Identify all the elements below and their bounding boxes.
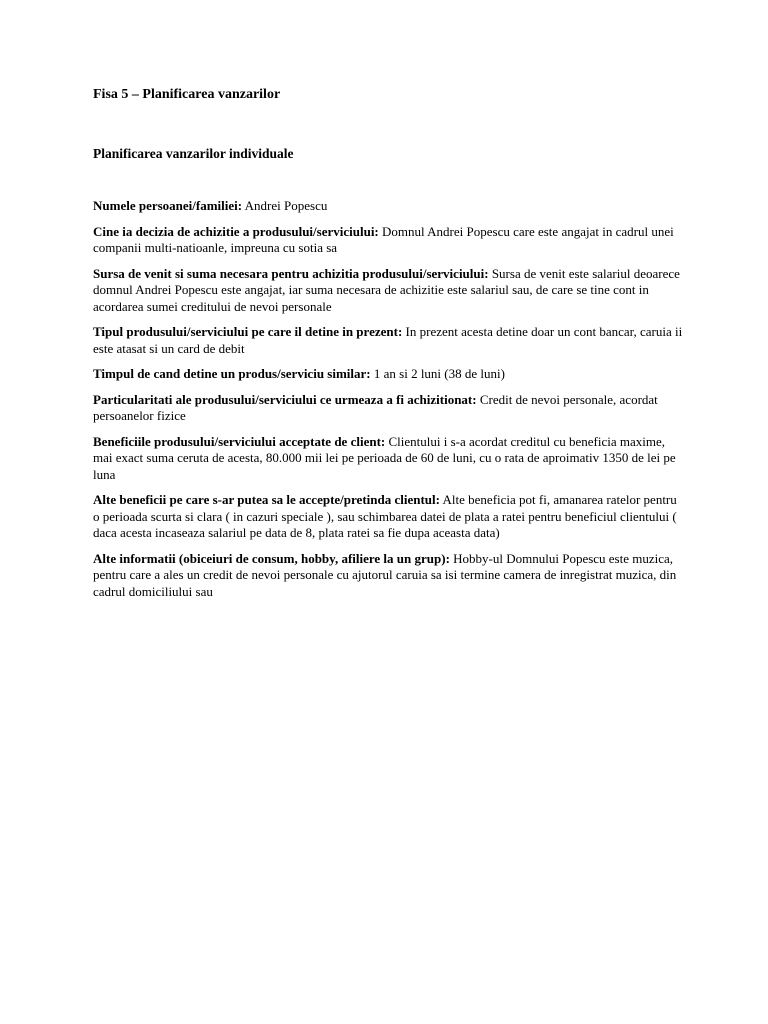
- field-current-product: [93, 324, 683, 357]
- field-value: Clientului i s-a acordat creditul cu beneficia maxime, mai exact suma ceruta de acesta, 80.000 mii lei pe perioada de 60 de luni, cu o rata de aproimativ 1350 de lei pe luna: [93, 433, 676, 482]
- field-other-benefits: [93, 492, 683, 542]
- field-label: Numele persoanei/familiei:: [93, 198, 243, 213]
- field-value: Hobby-ul Domnului Popescu este muzica, pentru care a ales un credit de nevoi personale cu ajutorul caruia sa isi termine camera de inregistrat muzica, din cadrul domiciliului sau: [93, 550, 677, 599]
- field-label: Sursa de venit si suma necesara pentru achizitia produsului/serviciului:: [93, 265, 489, 281]
- field-value: Domnul Andrei Popescu care este angajat in cadrul unei companii multi-natioanle, impreuna cu sotia sa: [93, 223, 674, 255]
- field-label: Beneficiile produsului/serviciului acceptate de client:: [93, 433, 386, 449]
- field-value: 1 an si 2 luni (38 de luni): [373, 366, 505, 381]
- field-label: Timpul de cand detine un produs/serviciu similar:: [93, 366, 371, 381]
- document-page: [93, 86, 683, 609]
- field-decision-maker: [93, 224, 683, 257]
- field-accepted-benefits: [93, 434, 683, 484]
- field-list: [93, 198, 683, 600]
- document-title: Fisa 5 – Planificarea vanzarilor: [93, 87, 281, 102]
- field-label: Tipul produsului/serviciului pe care il detine in prezent:: [93, 324, 403, 339]
- field-value: Sursa de venit este salariul deoarece domnul Andrei Popescu este angajat, iar suma necesara de achizitie este salariul sau, de care se tine cont in acordarea sumei creditului de nevoi personale: [93, 265, 680, 314]
- field-label: Alte informatii (obiceiuri de consum, hobby, afiliere la un grup):: [93, 550, 450, 566]
- field-value: Andrei Popescu: [244, 198, 328, 213]
- field-value: Alte beneficia pot fi, amanarea ratelor pentru o perioada scurta si clara ( in cazuri speciale ), sau schimbarea datei de plata a ratei pentru beneficiul clientului ( daca acesta incaseaza salariul pe data de 8, plata ratei sa fie dupa aceasta data): [93, 492, 677, 540]
- field-label: Particularitati ale produsului/serviciului ce urmeaza a fi achizitionat:: [93, 391, 477, 407]
- field-other-info: [93, 551, 683, 601]
- field-label: Alte beneficii pe care s-ar putea sa le accepte/pretinda clientul:: [93, 492, 440, 507]
- field-name: [93, 198, 683, 215]
- field-ownership-duration: [93, 366, 683, 383]
- field-product-particularities: [93, 392, 683, 425]
- field-income-source: [93, 266, 683, 316]
- field-value: In prezent acesta detine doar un cont bancar, caruia ii este atasat si un card de debit: [93, 324, 683, 356]
- field-value: Credit de nevoi personale, acordat persoanelor fizice: [93, 391, 658, 423]
- field-label: Cine ia decizia de achizitie a produsului/serviciului:: [93, 223, 379, 239]
- section-title: Planificarea vanzarilor individuale: [93, 146, 294, 161]
